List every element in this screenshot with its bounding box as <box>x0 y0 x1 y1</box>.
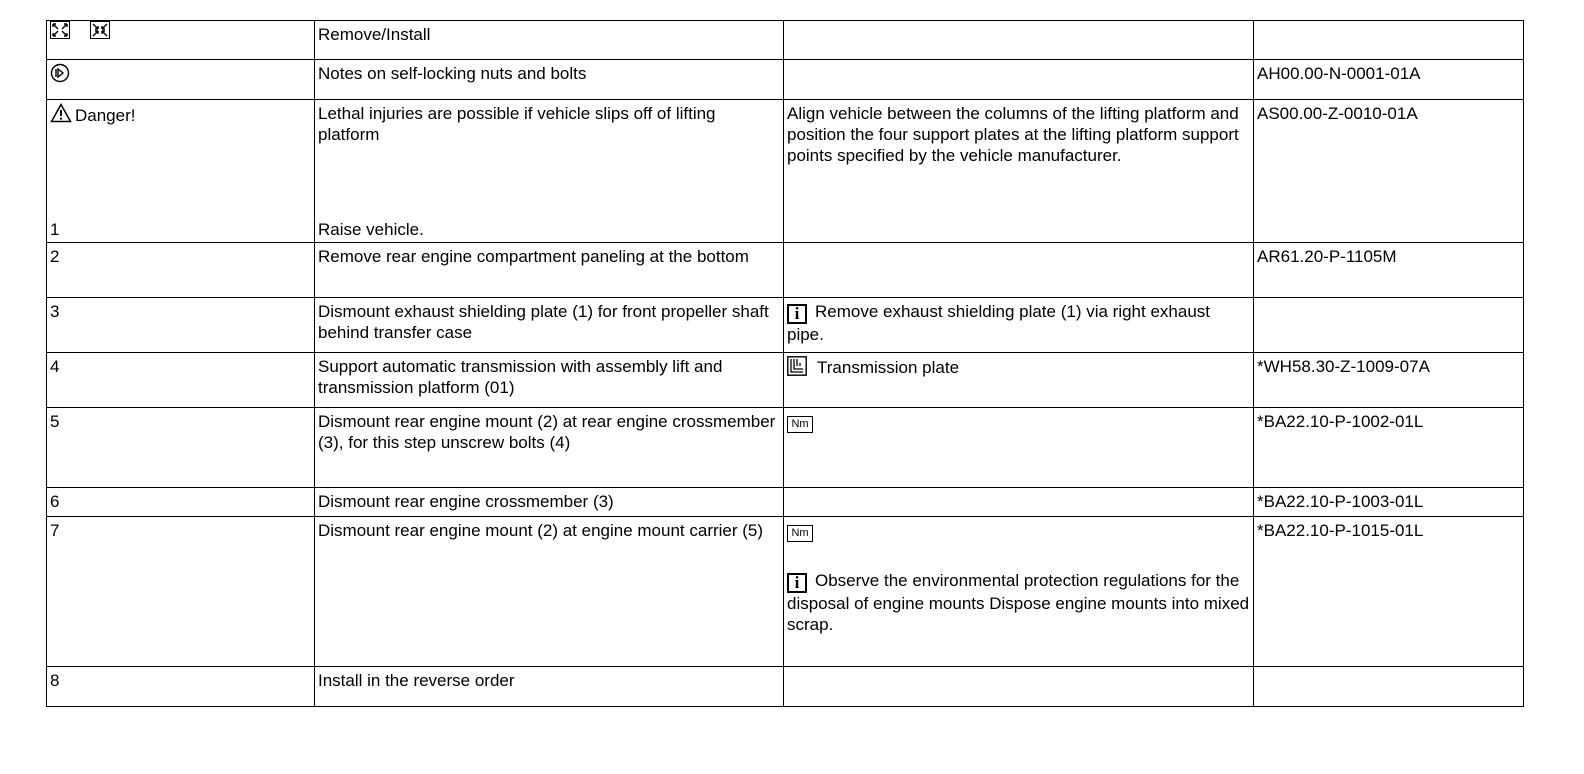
note-cell <box>784 408 1254 488</box>
torque-icon[interactable]: Nm <box>787 416 813 433</box>
step-number: 5 <box>50 412 60 431</box>
table-row <box>47 408 1524 488</box>
expand-icon <box>50 21 70 44</box>
note-cell <box>784 667 1254 707</box>
table-row <box>47 667 1524 707</box>
ref-cell <box>1254 667 1524 707</box>
step-number: 3 <box>50 302 60 321</box>
action-text: Dismount rear engine mount (2) at rear engine crossmember (3), for this step unscrew bolts (4) <box>318 412 776 452</box>
table-row <box>47 60 1524 100</box>
info-icon: i <box>787 304 807 324</box>
action-cell <box>315 488 784 517</box>
reference-link[interactable]: AS00.00-Z-0010-01A <box>1257 104 1418 123</box>
action-text[interactable]: Notes on self-locking nuts and bolts <box>318 64 587 83</box>
step-cell <box>47 21 315 60</box>
step-cell <box>47 667 315 707</box>
note-text: Align vehicle between the columns of the lifting platform and position the four support plates at the lifting platform support points specified by the vehicle manufacturer. <box>787 104 1239 165</box>
action-text: Remove rear engine compartment paneling at the bottom <box>318 247 749 266</box>
note-cell <box>784 243 1254 298</box>
table-row <box>47 488 1524 517</box>
ref-cell[interactable] <box>1254 100 1524 243</box>
note-cell <box>784 353 1254 408</box>
note-icon <box>50 63 70 88</box>
info-icon: i <box>787 573 807 593</box>
step-cell <box>47 517 315 667</box>
table-row <box>47 517 1524 667</box>
action-cell[interactable] <box>315 60 784 100</box>
ref-cell[interactable] <box>1254 353 1524 408</box>
action-text: Install in the reverse order <box>318 671 515 690</box>
step-number: 4 <box>50 357 60 376</box>
danger-label: Danger! <box>75 106 136 125</box>
note-cell <box>784 21 1254 60</box>
action-text: Dismount rear engine mount (2) at engine mount carrier (5) <box>318 521 764 540</box>
reference-link[interactable]: *BA22.10-P-1015-01L <box>1257 521 1424 540</box>
action-text: Raise vehicle. <box>318 220 424 239</box>
step-cell <box>47 353 315 408</box>
note-text: Observe the environmental protection regulations for the disposal of engine mounts Dispose engine mounts into mixed scrap. <box>787 571 1250 634</box>
action-text: Remove/Install <box>318 25 431 44</box>
note-cell <box>784 60 1254 100</box>
procedure-table <box>46 20 1524 707</box>
action-text: Dismount exhaust shielding plate (1) for front propeller shaft behind transfer case <box>318 302 769 342</box>
step-cell <box>47 298 315 353</box>
ref-cell <box>1254 21 1524 60</box>
reference-link[interactable]: AR61.20-P-1105M <box>1257 247 1397 266</box>
ref-cell[interactable] <box>1254 408 1524 488</box>
action-cell <box>315 667 784 707</box>
reference-link[interactable]: *BA22.10-P-1003-01L <box>1257 492 1424 511</box>
step-number: 7 <box>50 521 60 540</box>
table-row <box>47 298 1524 353</box>
table-row <box>47 353 1524 408</box>
tool-icon <box>787 356 807 381</box>
action-cell <box>315 100 784 243</box>
ref-cell[interactable] <box>1254 517 1524 667</box>
step-cell <box>47 60 315 100</box>
step-cell <box>47 488 315 517</box>
action-cell <box>315 517 784 667</box>
note-cell <box>784 100 1254 243</box>
action-text: Dismount rear engine crossmember (3) <box>318 492 614 511</box>
step-cell <box>47 100 315 243</box>
ref-cell[interactable] <box>1254 243 1524 298</box>
table-row <box>47 243 1524 298</box>
warning-icon <box>50 103 72 128</box>
note-text: Transmission plate <box>817 357 960 377</box>
ref-cell[interactable] <box>1254 60 1524 100</box>
ref-cell[interactable] <box>1254 488 1524 517</box>
note-cell <box>784 517 1254 667</box>
action-cell <box>315 353 784 408</box>
action-cell <box>315 298 784 353</box>
step-number: 6 <box>50 492 60 511</box>
reference-link[interactable]: *BA22.10-P-1002-01L <box>1257 412 1424 431</box>
danger-text: Lethal injuries are possible if vehicle slips off of lifting platform <box>318 104 716 144</box>
note-cell <box>784 488 1254 517</box>
torque-icon[interactable]: Nm <box>787 525 813 542</box>
action-cell <box>315 243 784 298</box>
ref-cell <box>1254 298 1524 353</box>
step-number: 1 <box>50 220 60 239</box>
action-cell <box>315 21 784 60</box>
reference-link[interactable]: *WH58.30-Z-1009-07A <box>1257 357 1430 376</box>
reference-link[interactable]: AH00.00-N-0001-01A <box>1257 64 1421 83</box>
note-text: Remove exhaust shielding plate (1) via right exhaust pipe. <box>787 302 1210 344</box>
action-cell <box>315 408 784 488</box>
table-row <box>47 21 1524 60</box>
step-number: 8 <box>50 671 60 690</box>
action-text: Support automatic transmission with assembly lift and transmission platform (01) <box>318 357 723 397</box>
collapse-icon <box>90 21 110 44</box>
note-cell <box>784 298 1254 353</box>
step-cell <box>47 243 315 298</box>
step-cell <box>47 408 315 488</box>
table-row <box>47 100 1524 243</box>
step-number: 2 <box>50 247 60 266</box>
